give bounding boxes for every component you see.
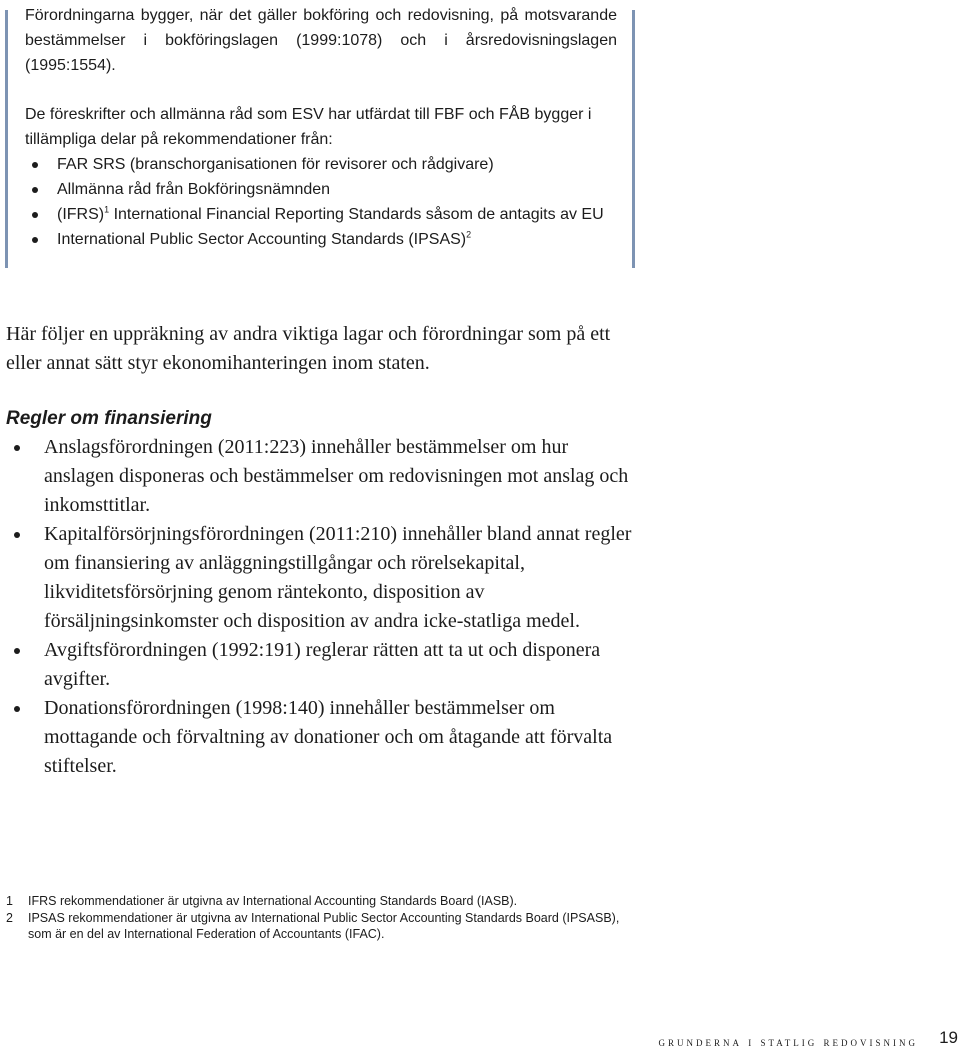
footnote: [6, 910, 636, 943]
box-bullet-item: International Public Sector Accounting Standards (IPSAS)$^2$: [57, 227, 617, 252]
footnote-text: IFRS rekommendationer är utgivna av International Accounting Standards Board (IASB).: [28, 894, 518, 908]
left-rule: [5, 10, 8, 268]
box-bullet-item: Allmänna råd från Bokföringsnämnden: [57, 177, 617, 202]
section-heading: Regler om finansiering: [6, 408, 212, 429]
box-bullet-item: (IFRS)$^1$ International Financial Reporting Standards såsom de antagits av EU: [57, 202, 617, 227]
list-item: Anslagsförordningen (2011:223) innehåller bestämmelser om hur anslagen disponeras och bestämmelser om redovisningen mot anslag och inkomsttitlar.: [6, 433, 636, 520]
box-paragraph-2: De föreskrifter och allmänna råd som ESV har utfärdat till FBF och FÅB bygger i tillämpliga delar på rekommendationer från:: [25, 106, 592, 148]
footnotes: [6, 893, 636, 943]
fact-box-text: [25, 3, 617, 252]
intro-paragraph: Här följer en uppräkning av andra viktiga lagar och förordningar som på ett eller annat sätt styr ekonomihanteringen inom staten.: [6, 323, 611, 374]
list-item: Avgiftsförordningen (1992:191) reglerar rätten att ta ut och disponera avgifter.: [6, 636, 636, 694]
fact-box: [5, 0, 635, 268]
list-item: Kapitalförsörjningsförordningen (2011:210) innehåller bland annat regler om finansiering av anläggningstillgångar och rörelsekapital, likviditetsförsörjning genom räntekonto, disposition av försäljningsinkomster och disposition av andra icke-statliga medel.: [6, 520, 636, 636]
box-paragraph-1: Förordningarna bygger, när det gäller bokföring och redovisning, på motsvarande bestämmelser i bokföringslagen (1999:1078) och i årsredovisningslagen (1995:1554).: [25, 7, 617, 74]
box-bullet-list: [25, 152, 617, 252]
ifrs-prefix: (IFRS): [57, 206, 105, 223]
box-bullet-item: FAR SRS (branschorganisationen för revisorer och rådgivare): [57, 152, 617, 177]
list-item: Donationsförordningen (1998:140) innehåller bestämmelser om mottagande och förvaltning av donationer och om åtagande att förvalta stiftelser.: [6, 694, 636, 781]
footnote-number: 1: [6, 894, 13, 908]
footnote-number: 2: [6, 910, 13, 925]
page-number: 19: [939, 1028, 958, 1047]
footnote: [6, 893, 636, 910]
running-footer-title: grunderna i statlig redovisning: [658, 1034, 918, 1049]
footnote-ref-1: 1: [104, 204, 110, 215]
footnote-text: IPSAS rekommendationer är utgivna av International Public Sector Accounting Standards Board (IPSASB), som är en del av International Federation of Accountants (IFAC).: [28, 910, 620, 941]
footnote-ref-2: 2: [466, 229, 472, 240]
right-rule: [632, 10, 635, 268]
regulation-list: [6, 433, 636, 781]
